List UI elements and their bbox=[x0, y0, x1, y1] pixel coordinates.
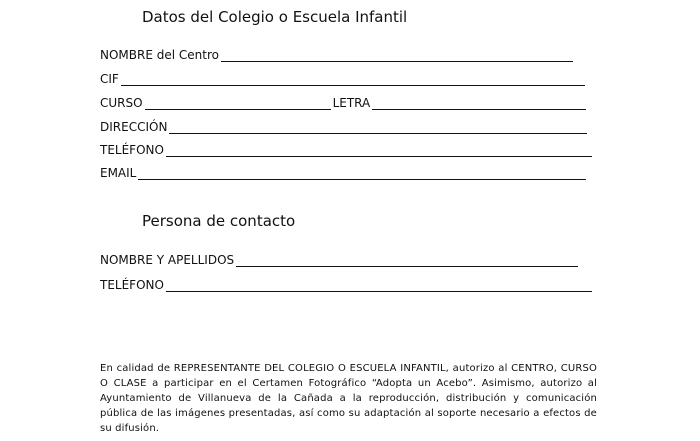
fill-line[interactable] bbox=[169, 121, 587, 134]
field-cif bbox=[100, 70, 585, 86]
fill-line[interactable] bbox=[221, 49, 573, 62]
field-label: LETRA bbox=[332, 96, 371, 110]
field-direccion bbox=[100, 118, 587, 134]
field-telefono-centro bbox=[100, 141, 592, 157]
field-label: CIF bbox=[100, 72, 119, 86]
field-label: NOMBRE del Centro bbox=[100, 48, 219, 62]
field-curso-letra bbox=[100, 94, 586, 110]
fill-line[interactable] bbox=[236, 254, 578, 267]
fill-line[interactable] bbox=[138, 167, 586, 180]
fill-line[interactable] bbox=[166, 144, 592, 157]
contact-section-title: Persona de contacto bbox=[142, 212, 296, 230]
fill-line[interactable] bbox=[121, 73, 585, 86]
field-telefono-contacto bbox=[100, 276, 592, 292]
field-label: EMAIL bbox=[100, 166, 137, 180]
fill-line[interactable] bbox=[372, 97, 586, 110]
field-label: DIRECCIÓN bbox=[100, 120, 168, 134]
field-nombre-centro bbox=[100, 46, 573, 62]
school-section-title: Datos del Colegio o Escuela Infantil bbox=[142, 8, 408, 26]
fill-line[interactable] bbox=[166, 279, 592, 292]
field-email bbox=[100, 164, 586, 180]
field-nombre-apellidos bbox=[100, 251, 578, 267]
field-label: CURSO bbox=[100, 96, 143, 110]
fill-line[interactable] bbox=[145, 97, 331, 110]
field-label: NOMBRE Y APELLIDOS bbox=[100, 253, 235, 267]
field-label: TELÉFONO bbox=[100, 278, 164, 292]
field-label: TELÉFONO bbox=[100, 143, 164, 157]
consent-paragraph: En calidad de REPRESENTANTE DEL COLEGIO O ESCUELA INFANTIL, autorizo al CENTRO, CURSO O CLASE a participar en el Certamen Fotográfico “Adopta un Acebo”. Asimismo, autorizo al Ayuntamiento de Villanueva de la Cañada a la reproducción, distribución y comunicación pública de las imágenes presentadas, así como su adaptación al soporte necesario a efectos de su difusión. bbox=[100, 363, 597, 434]
